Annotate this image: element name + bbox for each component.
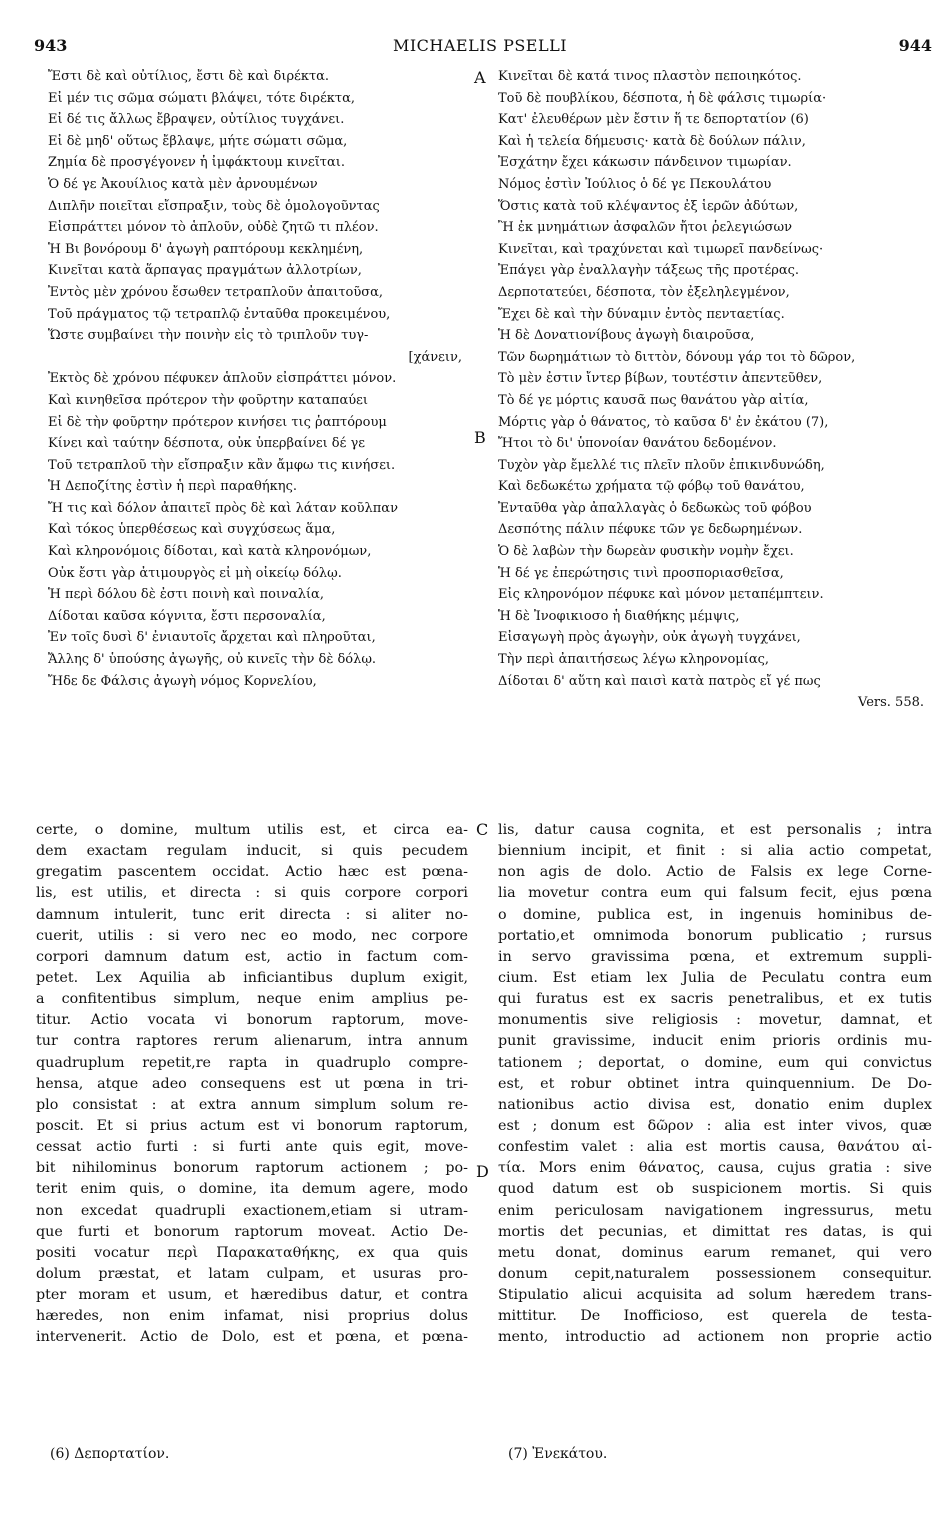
text-line: qui furatus est ex sacris penetralibus, et ex tutis — [498, 991, 932, 1008]
text-line: cium. Est etiam lex Julia de Peculatu contra eum — [498, 969, 932, 986]
text-line: Ἐνταῦθα γὰρ ἀπαλλαγὰς ὁ δεδωκὼς τοῦ φόβου — [498, 500, 812, 516]
text-line: mittitur. De Inofficioso, est querela de testa- — [498, 1308, 932, 1325]
text-line: Κατ' ἐλευθέρων μὲν ἔστιν ἥ τε δεπορτατίον (6) — [498, 112, 809, 128]
text-line: Ἡ δὲ Ἰνοφικιοσο ἡ διαθήκης μέμψις, — [498, 608, 740, 624]
text-line: Εἰ δὲ μηδ' οὕτως ἔβλαψε, μήτε σώματι σῶμα, — [48, 133, 348, 149]
text-line: Ἔστι δὲ καὶ οὐτίλιος, ἔστι δὲ καὶ διρέκτα. — [48, 69, 330, 84]
text-line: cuerit, utilis : si vero nec eo modo, nec corpore — [36, 927, 468, 944]
text-line: in servo gravissima pœna, et extremum suppli- — [498, 948, 932, 965]
text-line: Καὶ κινηθεῖσα πρότερον τὴν φοῦρτην καταπαύει — [48, 392, 368, 408]
text-line: Ἔχει δὲ καὶ τὴν δύναμιν ἐντὸς πενταετίας. — [498, 306, 785, 322]
text-line: Εἰ μέν τις σῶμα σώματι βλάψει, τότε διρέκτα, — [48, 90, 356, 106]
text-line: lis, datur causa cognita, et est personalis ; intra — [498, 822, 932, 838]
text-line: quod datum est ob suspicionem mortis. Si quis — [498, 1181, 932, 1198]
text-line: Καὶ ἡ τελεία δήμευσις· κατὰ δὲ δούλων πάλιν, — [498, 133, 806, 149]
text-line: Τὴν περὶ ἀπαιτήσεως λέγω κληρονομίας, — [498, 652, 770, 668]
text-line: Κίνει καὶ ταύτην δέσποτα, οὐκ ὑπερβαίνει δέ γε — [48, 436, 366, 452]
text-line: Ὁ δέ γε Ἀκουίλιος κατὰ μὲν ἀρνουμένων — [48, 176, 318, 192]
text-line: tationem ; deportat, o domine, eum qui convictus — [498, 1054, 932, 1071]
text-line: Εἰ δέ τις ἄλλως ἔβραψεν, οὐτίλιος τυγχάνει. — [48, 112, 345, 128]
text-line: nationibus actio divisa est, donatio enim duplex — [498, 1096, 932, 1113]
text-line: pter moram et usum, et hæredibus datur, et contra — [36, 1287, 468, 1304]
text-line: poscit. Et si prius actum est vi bonorum raptorum, — [36, 1117, 468, 1134]
text-line: Ἐσχάτην ἔχει κάκωσιν πάνδεινον τιμωρίαν. — [498, 155, 792, 171]
text-line: portatio,et omnimoda bonorum publicatio ; rursus — [498, 927, 932, 944]
text-line: Εἰσαγωγὴ πρὸς ἀγωγὴν, οὐκ ἀγωγὴ τυγχάνει, — [498, 630, 801, 646]
text-line: Ὅστις κατὰ τοῦ κλέψαντος ἐξ ἱερῶν ἀδύτων, — [498, 198, 799, 214]
text-line: non agis de dolo. Actio de Falsis ex lege Corne- — [498, 864, 932, 881]
text-line: Ζημία δὲ προσγέγονεν ἡ ἰμφάκτουμ κινεῖται. — [48, 155, 346, 171]
text-line: hensa, atque adeo consequens est ut pœna in tri- — [36, 1075, 468, 1092]
text-line: Εἰς κληρονόμον πέφυκε καὶ μόνον μεταπέμπτειν. — [498, 587, 824, 603]
text-line: Εἰ δὲ τὴν φοῦρτην πρότερον κινήσει τις ῥαπτόρουμ — [48, 414, 387, 430]
text-line: Ἡ Δεποζίτης ἐστὶν ἡ περὶ παραθήκης. — [48, 479, 297, 495]
text-line: titur. Actio vocata vi bonorum raptorum, move- — [36, 1012, 468, 1029]
text-line: Ἤ τις καὶ δόλον ἀπαιτεῖ πρὸς δὲ καὶ λάταν κοῦλπαν — [48, 500, 398, 516]
text-line: confestim valet : alia est mortis causa, θανάτου αἰ- — [498, 1139, 932, 1156]
text-line: Τυχὸν γὰρ ἔμελλέ τις πλεῖν πλοῦν ἐπικινδυνώδη, — [498, 457, 825, 473]
text-line: Τὸ δέ γε μόρτις καυσᾶ πως θανάτου γὰρ αἰτία, — [498, 392, 809, 408]
text-line: Ἐπάγει γὰρ ἐναλλαγὴν τάξεως τῆς προτέρας. — [498, 263, 800, 279]
greek-verse-right-column — [498, 66, 930, 714]
text-line: quadruplum repetit,re rapta in quadruplo compre- — [36, 1054, 468, 1071]
text-line: Κινεῖται δὲ κατά τινος πλαστὸν πεποιηκότος. — [498, 69, 802, 84]
text-line: Δίδοται καῦσα κόγνιτα, ἔστι περσοναλία, — [48, 608, 326, 624]
text-line: intervenerit. Actio de Dolo, est et pœna, et pœna- — [36, 1329, 468, 1346]
text-line: Διπλῆν ποιεῖται εἴσπραξιν, τοὺς δὲ ὁμολογοῦντας — [48, 198, 380, 214]
text-line: Ἢ ἐκ μνημάτιων ἀσφαλῶν ἤτοι ῥελεγιώσων — [498, 220, 793, 236]
text-line: terit enim quis, o domine, ita demum agere, modo — [36, 1181, 468, 1198]
text-line: Τοῦ δὲ πουβλίκου, δέσποτα, ἡ δὲ φάλσις τιμωρία· — [498, 90, 827, 106]
text-line: Ὥστε συμβαίνει τὴν ποινὴν εἰς τὸ τριπλοῦν τυγ- — [48, 328, 369, 344]
text-line: Οὐκ ἔστι γὰρ ἀτιμουργὸς εἰ μὴ οἰκείῳ δόλῳ. — [48, 565, 342, 581]
text-line: donum cepit,naturalem possessionem consequitur. — [498, 1265, 932, 1282]
text-line: Ἡ δὲ Δονατιονίβους ἀγωγὴ διαιροῦσα, — [498, 328, 755, 344]
text-line: Ἡ περὶ δόλου δὲ ἐστι ποινὴ καὶ ποιναλία, — [48, 587, 324, 603]
text-line: Δίδοται δ' αὕτη καὶ παισὶ κατὰ πατρὸς εἴ γέ πως — [498, 673, 821, 689]
text-line: plo consistat : at extra annum simplum solum re- — [36, 1096, 468, 1113]
text-line: que furti et bonorum raptorum moveat. Actio De- — [36, 1223, 468, 1240]
text-line: gregatim pascentem occidat. Actio hæc est pœna- — [36, 864, 468, 881]
text-line: metu donat, dominus earum remanet, qui vero — [498, 1244, 932, 1261]
text-line: Ἐκτὸς δὲ χρόνου πέφυκεν ἁπλοῦν εἰσπράττει μόνον. — [48, 371, 397, 387]
text-line: damnum intulerit, tunc erit directa : si aliter no- — [36, 906, 468, 923]
text-line: Κινεῖται, καὶ τραχύνεται καὶ τιμωρεῖ πανδείνως· — [498, 241, 824, 257]
text-line: bit nihilominus bonorum raptorum actionem ; po- — [36, 1160, 468, 1177]
text-line: cessat actio furti : si furti ante quis egit, move- — [36, 1139, 468, 1156]
text-line: Δεσπότης πάλιν πέφυκε τῶν γε δεδωρημένων. — [498, 522, 803, 538]
text-line: punit gravissime, inducit enim prioris ordinis mu- — [498, 1033, 932, 1050]
text-line: tur contra raptores rerum alienarum, intra annum — [36, 1033, 468, 1050]
text-line: corpori damnum datum est, actio in factum com- — [36, 948, 468, 965]
text-line: Εἰσπράττει μόνον τὸ ἁπλοῦν, οὐδὲ ζητῶ τι πλέον. — [48, 220, 379, 236]
text-line: dem exactam regulam inducit, si quis pecudem — [36, 843, 468, 860]
text-line: Καὶ κληρονόμοις δίδοται, καὶ κατὰ κληρονόμων, — [48, 544, 372, 560]
text-line: Ἐντὸς μὲν χρόνου ἔσωθεν τετραπλοῦν ἀπαιτοῦσα, — [48, 284, 384, 300]
text-line: τία. Mors enim θάνατος, causa, cujus gratia : sive — [498, 1160, 932, 1177]
margin-mark-c: C — [476, 820, 489, 839]
text-line: Τοῦ τετραπλοῦ τὴν εἴσπραξιν κἂν ἄμφω τις κινήσει. — [48, 457, 396, 473]
text-line: dolum præstat, et latam culpam, et usuras pro- — [36, 1265, 468, 1282]
text-line: Μόρτις γὰρ ὁ θάνατος, τὸ καῦσα δ' ἐν ἐκάτου (7), — [498, 414, 829, 430]
text-line: [χάνειν, — [408, 349, 462, 365]
text-line: mortis det pecunias, et dimittat res datas, is qui — [498, 1223, 932, 1240]
footnote-7: (7) Ἐνεκάτου. — [508, 1446, 608, 1462]
text-line: est ; donum est δῶρον : alia est inter vivos, quæ — [498, 1117, 932, 1134]
page-number-right: 944 — [898, 36, 932, 55]
text-line: Τοῦ πράγματος τῷ τετραπλῷ ἐνταῦθα προκειμένου, — [48, 306, 391, 322]
text-line: est, et robur obtinet intra quinquennium. De Do- — [498, 1075, 932, 1092]
text-line: non excedat quadrupli exactionem,etiam si utram- — [36, 1202, 468, 1219]
text-line: Καὶ δεδωκέτω χρήματα τῷ φόβῳ τοῦ θανάτου, — [498, 479, 805, 495]
text-line: monumentis sive religiosis : movetur, damnat, et — [498, 1012, 932, 1029]
text-line: Ἤδε δε Φάλσις ἀγωγὴ νόμος Κορνελίου, — [48, 673, 317, 689]
running-title: MICHAELIS PSELLI — [392, 36, 568, 55]
margin-mark-a: A — [474, 68, 486, 87]
footnote-6: (6) Δεπορτατίον. — [50, 1446, 170, 1462]
text-line: o domine, publica est, in ingenuis hominibus de- — [498, 906, 932, 923]
text-line: Τῶν δωρημάτιων τὸ διττὸν, δόνουμ γάρ τοι τὸ δῶρον, — [498, 349, 856, 365]
latin-translation-left-column — [36, 820, 468, 1349]
page-number-left: 943 — [34, 36, 68, 55]
text-line: Ὁ δὲ λαβὼν τὴν δωρεὰν φυσικὴν νομὴν ἔχει. — [498, 544, 794, 560]
margin-mark-b: B — [474, 428, 486, 447]
text-line: Ἐν τοῖς δυσὶ δ' ἐνιαυτοῖς ἄρχεται καὶ πληροῦται, — [48, 630, 376, 646]
text-line: Ἤτοι τὸ δι' ὑπονοίαν θανάτου δεδομένον. — [498, 436, 777, 452]
greek-verse-left-column — [48, 66, 468, 692]
latin-translation-right-column — [498, 820, 932, 1349]
text-line: Καὶ τόκος ὑπερθέσεως καὶ συγχύσεως ἅμα, — [48, 522, 336, 538]
text-line: petet. Lex Aquilia ab inficiantibus duplum exigit, — [36, 969, 468, 986]
text-line: Δερποτατεύει, δέσποτα, τὸν ἐξεληλεγμένον, — [498, 284, 790, 300]
text-line: Ἡ δέ γε ἐπερώτησις τινὶ προσποριασθεῖσα, — [498, 565, 784, 581]
text-line: hæredes, non enim infamat, nisi proprius dolus — [36, 1308, 468, 1325]
text-line: mento, introductio ad actionem non proprie actio — [498, 1329, 932, 1346]
text-line: positi vocatur περὶ Παρακαταθήκης, ex qua quis — [36, 1244, 468, 1261]
text-line: certe, o domine, multum utilis est, et circa ea- — [36, 822, 468, 838]
margin-mark-d: D — [476, 1162, 489, 1181]
text-line: a confitentibus simplum, neque enim amplius pe- — [36, 991, 468, 1008]
page-header — [28, 36, 932, 62]
text-line: Vers. 558. — [858, 695, 924, 711]
text-line: Ἡ Βι βονόρουμ δ' ἀγωγὴ ραπτόρουμ κεκλημένη, — [48, 241, 364, 257]
text-line: Stipulatio alicui acquisita ad solum hæredem trans- — [498, 1287, 932, 1304]
text-line: Νόμος ἐστὶν Ἰούλιος ὁ δέ γε Πεκουλάτου — [498, 176, 772, 192]
text-line: Ἄλλης δ' ὑπούσης ἀγωγῆς, οὐ κινεῖς τὴν δὲ δόλῳ. — [48, 652, 377, 668]
text-line: biennium incipit, et finit : si alia actio competat, — [498, 843, 932, 860]
text-line: enim periculosam navigationem ingressurus, metu — [498, 1202, 932, 1219]
text-line: lis, est utilis, et directa : si quis corpore corpori — [36, 885, 468, 902]
text-line: Κινεῖται κατὰ ἅρπαγας πραγμάτων ἀλλοτρίων, — [48, 263, 362, 279]
text-line: lia movetur contra eum qui falsum fecit, ejus pœna — [498, 885, 932, 902]
text-line: Τὸ μὲν ἐστιν ἴντερ βίβων, τουτέστιν ἀπεντεῦθεν, — [498, 371, 823, 387]
